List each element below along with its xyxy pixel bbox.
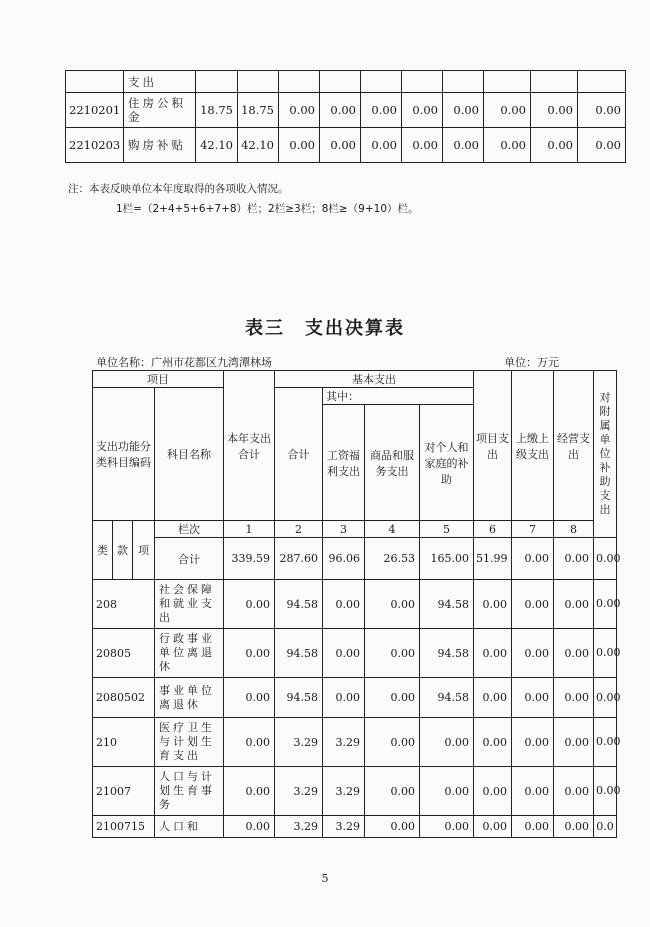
table-row — [93, 816, 617, 838]
function-code: 20805 — [93, 629, 155, 678]
table-row — [93, 629, 617, 678]
value-cell: 94.58 — [275, 580, 323, 629]
value-cell: 0.00 — [224, 678, 275, 718]
column-number: 2 — [275, 521, 323, 538]
expenditure-table — [92, 370, 621, 838]
value-cell — [443, 71, 484, 93]
value-cell: 0.00 — [512, 718, 554, 767]
value-cell: 0.00 — [594, 580, 617, 629]
value-cell: 3.29 — [275, 816, 323, 838]
value-cell: 0.00 — [365, 678, 420, 718]
value-cell: 0.00 — [474, 629, 512, 678]
value-cell: 0.00 — [420, 816, 474, 838]
column-number: 8 — [554, 521, 594, 538]
value-cell: 18.75 — [196, 93, 238, 128]
total-value: 0.00 — [512, 538, 554, 580]
unit-label: 单位：万元 — [504, 356, 559, 369]
value-cell — [578, 71, 626, 93]
value-cell: 0.00 — [323, 678, 365, 718]
header-xiang: 项 — [133, 521, 155, 580]
organization-name: 单位名称：广州市花都区九湾潭林场 — [96, 356, 272, 369]
value-cell: 0.00 — [512, 678, 554, 718]
header-code: 支出功能分类科目编码 — [93, 388, 155, 521]
total-value: 287.60 — [275, 538, 323, 580]
value-cell: 0.00 — [361, 93, 402, 128]
header-business: 经营支出 — [554, 371, 594, 521]
value-cell: 94.58 — [420, 629, 474, 678]
value-cell: 0.00 — [279, 93, 320, 128]
value-cell: 3.29 — [275, 718, 323, 767]
value-cell: 0.00 — [484, 128, 531, 163]
account-code: 2210203 — [66, 128, 124, 163]
value-cell: 0.00 — [474, 580, 512, 629]
value-cell: 42.10 — [196, 128, 238, 163]
account-name: 社会保障和就业支出 — [155, 580, 224, 629]
total-label: 合计 — [155, 538, 224, 580]
value-cell — [238, 71, 279, 93]
column-number-label: 栏次 — [155, 521, 224, 538]
value-cell: 0.00 — [554, 816, 594, 838]
account-name: 人口和 — [155, 816, 224, 838]
value-cell: 0.00 — [361, 128, 402, 163]
value-cell: 0.00 — [474, 678, 512, 718]
account-name: 医疗卫生与计划生育支出 — [155, 718, 224, 767]
value-cell: 0.00 — [474, 718, 512, 767]
table-row — [66, 71, 626, 93]
table-title-text: 支出决算表 — [305, 318, 405, 339]
table-row — [93, 678, 617, 718]
value-cell — [279, 71, 320, 93]
account-name: 人口与计划生育事务 — [155, 767, 224, 816]
value-cell: 0.00 — [594, 629, 617, 678]
value-cell: 94.58 — [420, 678, 474, 718]
value-cell: 0.00 — [578, 128, 626, 163]
value-cell: 3.29 — [323, 816, 365, 838]
value-cell: 0.00 — [402, 128, 443, 163]
value-cell: 0.00 — [420, 718, 474, 767]
value-cell: 94.58 — [275, 678, 323, 718]
table-formula-note: 1栏=（2+4+5+6+7+8）栏；2栏≥3栏；8栏≥（9+10）栏。 — [116, 203, 419, 215]
table-row — [93, 718, 617, 767]
value-cell: 0.00 — [512, 767, 554, 816]
value-cell: 0.00 — [320, 93, 361, 128]
header-project: 项目支出 — [474, 371, 512, 521]
value-cell: 0.00 — [554, 580, 594, 629]
value-cell: 3.29 — [323, 767, 365, 816]
value-cell — [531, 71, 578, 93]
header-kuan: 款 — [113, 521, 133, 580]
value-cell: 0.00 — [512, 580, 554, 629]
value-cell: 94.58 — [420, 580, 474, 629]
value-cell: 0.00 — [402, 93, 443, 128]
header-affiliated: 对附属单位补助支出 — [594, 371, 617, 538]
value-cell: 0.00 — [594, 718, 617, 767]
table-title — [0, 314, 650, 340]
function-code: 208 — [93, 580, 155, 629]
total-value: 26.53 — [365, 538, 420, 580]
value-cell: 18.75 — [238, 93, 279, 128]
function-code: 2080502 — [93, 678, 155, 718]
header-name: 科目名称 — [155, 388, 224, 521]
table-number: 表三 — [245, 318, 285, 339]
value-cell: 0.00 — [594, 678, 617, 718]
value-cell: 0.00 — [512, 629, 554, 678]
account-name: 购房补贴 — [124, 128, 196, 163]
value-cell: 0.00 — [224, 580, 275, 629]
total-row — [93, 538, 617, 580]
header-personal: 对个人和家庭的补助 — [420, 405, 474, 521]
value-cell — [320, 71, 361, 93]
value-cell: 0.00 — [320, 128, 361, 163]
value-cell: 0.00 — [365, 816, 420, 838]
total-value: 0.00 — [554, 538, 594, 580]
header-total: 本年支出合计 — [224, 371, 275, 521]
account-name: 事业单位离退休 — [155, 678, 224, 718]
value-cell: 0.00 — [512, 816, 554, 838]
value-cell: 0.00 — [443, 128, 484, 163]
column-number: 6 — [474, 521, 512, 538]
header-subtotal: 合计 — [275, 388, 323, 521]
value-cell: 0.00 — [474, 816, 512, 838]
header-goods: 商品和服务支出 — [365, 405, 420, 521]
function-code: 21007 — [93, 767, 155, 816]
value-cell: 0.00 — [443, 93, 484, 128]
column-number: 3 — [323, 521, 365, 538]
value-cell: 0.00 — [323, 629, 365, 678]
function-code: 2100715 — [93, 816, 155, 838]
value-cell: 0.00 — [365, 580, 420, 629]
value-cell: 0.00 — [420, 767, 474, 816]
column-number: 4 — [365, 521, 420, 538]
value-cell: 94.58 — [275, 629, 323, 678]
header-item: 项目 — [93, 371, 224, 388]
total-value: 165.00 — [420, 538, 474, 580]
value-cell: 0.00 — [365, 629, 420, 678]
value-cell: 0.00 — [594, 767, 617, 816]
header-of-which: 其中： — [323, 388, 474, 405]
table-row — [93, 580, 617, 629]
value-cell: 0.00 — [224, 629, 275, 678]
value-cell: 0.00 — [531, 93, 578, 128]
account-code: 2210201 — [66, 93, 124, 128]
total-value: 339.59 — [224, 538, 275, 580]
value-cell: 0.00 — [474, 767, 512, 816]
value-cell: 0.00 — [554, 718, 594, 767]
value-cell: 0.00 — [224, 767, 275, 816]
account-code — [66, 71, 124, 93]
account-name: 行政事业单位离退休 — [155, 629, 224, 678]
value-cell: 42.10 — [238, 128, 279, 163]
header-lei: 类 — [93, 521, 113, 580]
value-cell — [361, 71, 402, 93]
value-cell: 3.29 — [323, 718, 365, 767]
function-code: 210 — [93, 718, 155, 767]
value-cell: 0.00 — [224, 718, 275, 767]
value-cell: 3.29 — [275, 767, 323, 816]
value-cell: 0.0 — [594, 816, 617, 838]
page-number: 5 — [321, 872, 329, 885]
total-value: 96.06 — [323, 538, 365, 580]
value-cell: 0.00 — [365, 767, 420, 816]
value-cell: 0.00 — [554, 629, 594, 678]
value-cell: 0.00 — [578, 93, 626, 128]
value-cell: 0.00 — [224, 816, 275, 838]
account-name: 住房公积金 — [124, 93, 196, 128]
table-row — [66, 128, 626, 163]
value-cell: 0.00 — [554, 767, 594, 816]
value-cell — [196, 71, 238, 93]
header-wages: 工资福利支出 — [323, 405, 365, 521]
value-cell — [402, 71, 443, 93]
value-cell: 0.00 — [365, 718, 420, 767]
table-row — [93, 767, 617, 816]
value-cell: 0.00 — [484, 93, 531, 128]
value-cell — [484, 71, 531, 93]
column-number: 7 — [512, 521, 554, 538]
column-number: 1 — [224, 521, 275, 538]
total-value: 51.99 — [474, 538, 512, 580]
table-row — [66, 93, 626, 128]
total-value: 0.00 — [594, 538, 617, 580]
value-cell: 0.00 — [554, 678, 594, 718]
value-cell: 0.00 — [279, 128, 320, 163]
value-cell: 0.00 — [531, 128, 578, 163]
account-name: 支出 — [124, 71, 196, 93]
column-number: 5 — [420, 521, 474, 538]
value-cell: 0.00 — [323, 580, 365, 629]
header-basic: 基本支出 — [275, 371, 474, 388]
table-note: 注：本表反映单位本年度取得的各项收入情况。 — [68, 183, 289, 195]
header-upper: 上缴上级支出 — [512, 371, 554, 521]
previous-table-continuation — [65, 70, 626, 163]
